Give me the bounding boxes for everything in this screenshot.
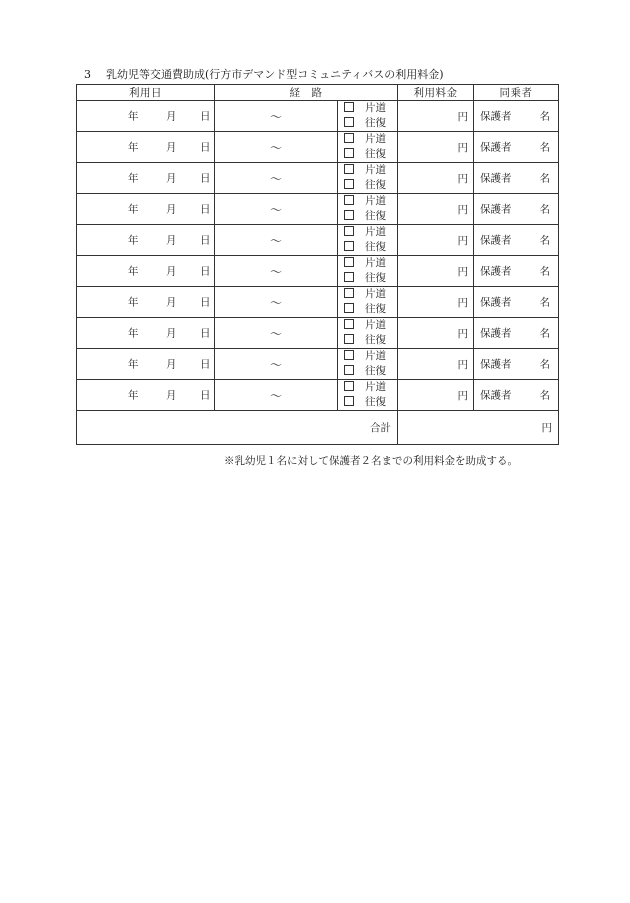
- date-field[interactable]: [77, 225, 215, 256]
- companion-unit: 名: [539, 203, 550, 216]
- one-way-label: 片道: [365, 319, 386, 331]
- table-row: [77, 318, 559, 349]
- day-label: 日: [200, 296, 211, 309]
- fee-unit: 円: [457, 110, 468, 123]
- route-tilde: 〜: [269, 140, 282, 155]
- fee-unit: 円: [457, 389, 468, 402]
- fee-field[interactable]: [398, 225, 474, 256]
- header-route: 経 路: [215, 85, 398, 101]
- date-field[interactable]: [77, 380, 215, 411]
- companion-label: 保護者: [480, 172, 512, 185]
- companion-field[interactable]: [474, 287, 559, 318]
- total-unit: 円: [541, 422, 552, 434]
- one-way-label: 片道: [365, 133, 386, 145]
- total-value-field[interactable]: [398, 411, 559, 445]
- round-trip-checkbox[interactable]: [344, 117, 354, 127]
- date-field[interactable]: [77, 318, 215, 349]
- round-trip-option[interactable]: [344, 178, 397, 193]
- fee-unit: 円: [457, 358, 468, 371]
- footnote: ※乳幼児１名に対して保護者２名までの利用料金を助成する。: [224, 455, 518, 467]
- round-trip-label: 往復: [365, 272, 386, 284]
- trip-type-cell: [338, 380, 398, 411]
- companion-label: 保護者: [480, 358, 512, 371]
- round-trip-option[interactable]: [344, 395, 397, 410]
- day-label: 日: [200, 265, 211, 278]
- one-way-option[interactable]: [344, 101, 397, 116]
- trip-type-cell: [338, 101, 398, 132]
- one-way-label: 片道: [365, 164, 386, 176]
- day-label: 日: [200, 234, 211, 247]
- companion-label: 保護者: [480, 203, 512, 216]
- companion-field[interactable]: [474, 318, 559, 349]
- companion-label: 保護者: [480, 327, 512, 340]
- route-field[interactable]: [215, 194, 338, 225]
- one-way-option[interactable]: [344, 380, 397, 395]
- round-trip-option[interactable]: [344, 364, 397, 379]
- date-field[interactable]: [77, 349, 215, 380]
- fee-unit: 円: [457, 327, 468, 340]
- companion-unit: 名: [539, 358, 550, 371]
- round-trip-checkbox[interactable]: [344, 365, 354, 375]
- one-way-checkbox[interactable]: [344, 257, 354, 267]
- month-label: 月: [166, 110, 177, 123]
- month-label: 月: [166, 327, 177, 340]
- fee-field[interactable]: [398, 349, 474, 380]
- route-tilde: 〜: [269, 109, 282, 124]
- one-way-option[interactable]: [344, 256, 397, 271]
- companion-field[interactable]: [474, 349, 559, 380]
- route-field[interactable]: [215, 163, 338, 194]
- companion-label: 保護者: [480, 389, 512, 402]
- companion-field[interactable]: [474, 256, 559, 287]
- trip-type-cell: [338, 225, 398, 256]
- month-label: 月: [166, 172, 177, 185]
- fee-unit: 円: [457, 296, 468, 309]
- one-way-label: 片道: [365, 288, 386, 300]
- round-trip-option[interactable]: [344, 240, 397, 255]
- round-trip-label: 往復: [365, 210, 386, 222]
- route-field[interactable]: [215, 287, 338, 318]
- fee-field[interactable]: [398, 287, 474, 318]
- date-field[interactable]: [77, 101, 215, 132]
- fee-field[interactable]: [398, 256, 474, 287]
- one-way-option[interactable]: [344, 287, 397, 302]
- round-trip-checkbox[interactable]: [344, 272, 354, 282]
- one-way-label: 片道: [365, 381, 386, 393]
- trip-type-cell: [338, 256, 398, 287]
- companion-field[interactable]: [474, 194, 559, 225]
- section-title-text: 乳幼児等交通費助成(行方市デマンド型コミュニティバスの利用料金): [106, 68, 444, 81]
- round-trip-label: 往復: [365, 303, 386, 315]
- fee-unit: 円: [457, 234, 468, 247]
- month-label: 月: [166, 358, 177, 371]
- round-trip-label: 往復: [365, 148, 386, 160]
- trip-type-cell: [338, 163, 398, 194]
- route-tilde: 〜: [269, 202, 282, 217]
- route-tilde: 〜: [269, 388, 282, 403]
- one-way-option[interactable]: [344, 349, 397, 364]
- month-label: 月: [166, 265, 177, 278]
- trip-type-cell: [338, 349, 398, 380]
- one-way-option[interactable]: [344, 318, 397, 333]
- companion-unit: 名: [539, 389, 550, 402]
- one-way-checkbox[interactable]: [344, 102, 354, 112]
- round-trip-checkbox[interactable]: [344, 303, 354, 313]
- date-field[interactable]: [77, 163, 215, 194]
- round-trip-label: 往復: [365, 396, 386, 408]
- year-label: 年: [128, 265, 139, 278]
- route-tilde: 〜: [269, 295, 282, 310]
- fee-field[interactable]: [398, 101, 474, 132]
- year-label: 年: [128, 172, 139, 185]
- one-way-option[interactable]: [344, 163, 397, 178]
- year-label: 年: [128, 110, 139, 123]
- one-way-label: 片道: [365, 195, 386, 207]
- round-trip-option[interactable]: [344, 147, 397, 162]
- round-trip-label: 往復: [365, 241, 386, 253]
- route-field[interactable]: [215, 132, 338, 163]
- date-field[interactable]: [77, 194, 215, 225]
- round-trip-option[interactable]: [344, 209, 397, 224]
- fee-unit: 円: [457, 141, 468, 154]
- month-label: 月: [166, 141, 177, 154]
- companion-unit: 名: [539, 141, 550, 154]
- day-label: 日: [200, 389, 211, 402]
- year-label: 年: [128, 327, 139, 340]
- companion-unit: 名: [539, 234, 550, 247]
- route-field[interactable]: [215, 101, 338, 132]
- one-way-checkbox[interactable]: [344, 226, 354, 236]
- route-field[interactable]: [215, 380, 338, 411]
- fee-unit: 円: [457, 203, 468, 216]
- route-tilde: 〜: [269, 233, 282, 248]
- companion-field[interactable]: [474, 132, 559, 163]
- date-field[interactable]: [77, 132, 215, 163]
- companion-label: 保護者: [480, 141, 512, 154]
- date-field[interactable]: [77, 256, 215, 287]
- year-label: 年: [128, 296, 139, 309]
- companion-label: 保護者: [480, 110, 512, 123]
- companion-unit: 名: [539, 110, 550, 123]
- one-way-checkbox[interactable]: [344, 195, 354, 205]
- month-label: 月: [166, 203, 177, 216]
- day-label: 日: [200, 141, 211, 154]
- date-field[interactable]: [77, 287, 215, 318]
- trip-type-cell: [338, 318, 398, 349]
- table-row: [77, 287, 559, 318]
- table-row: [77, 349, 559, 380]
- route-tilde: 〜: [269, 357, 282, 372]
- year-label: 年: [128, 203, 139, 216]
- route-field[interactable]: [215, 349, 338, 380]
- fee-field[interactable]: [398, 132, 474, 163]
- day-label: 日: [200, 327, 211, 340]
- section-number: 3: [84, 68, 91, 81]
- route-tilde: 〜: [269, 326, 282, 341]
- fee-field[interactable]: [398, 380, 474, 411]
- round-trip-label: 往復: [365, 117, 386, 129]
- companion-field[interactable]: [474, 101, 559, 132]
- table-row: [77, 101, 559, 132]
- day-label: 日: [200, 110, 211, 123]
- fee-field[interactable]: [398, 163, 474, 194]
- total-row: [77, 411, 559, 445]
- one-way-option[interactable]: [344, 132, 397, 147]
- table-row: [77, 163, 559, 194]
- companion-unit: 名: [539, 296, 550, 309]
- route-field[interactable]: [215, 318, 338, 349]
- one-way-checkbox[interactable]: [344, 350, 354, 360]
- fee-unit: 円: [457, 265, 468, 278]
- round-trip-label: 往復: [365, 334, 386, 346]
- one-way-checkbox[interactable]: [344, 319, 354, 329]
- month-label: 月: [166, 234, 177, 247]
- route-field[interactable]: [215, 256, 338, 287]
- round-trip-option[interactable]: [344, 271, 397, 286]
- companion-unit: 名: [539, 327, 550, 340]
- table-row: [77, 380, 559, 411]
- header-date: 利用日: [77, 85, 215, 101]
- companion-unit: 名: [539, 172, 550, 185]
- year-label: 年: [128, 234, 139, 247]
- fee-field[interactable]: [398, 194, 474, 225]
- one-way-option[interactable]: [344, 194, 397, 209]
- companion-field[interactable]: [474, 380, 559, 411]
- round-trip-checkbox[interactable]: [344, 241, 354, 251]
- day-label: 日: [200, 358, 211, 371]
- table-header-row: [77, 85, 559, 101]
- year-label: 年: [128, 389, 139, 402]
- one-way-label: 片道: [365, 102, 386, 114]
- companion-unit: 名: [539, 265, 550, 278]
- round-trip-checkbox[interactable]: [344, 148, 354, 158]
- trip-type-cell: [338, 287, 398, 318]
- fee-field[interactable]: [398, 318, 474, 349]
- year-label: 年: [128, 141, 139, 154]
- one-way-checkbox[interactable]: [344, 381, 354, 391]
- table-row: [77, 225, 559, 256]
- round-trip-option[interactable]: [344, 116, 397, 131]
- month-label: 月: [166, 389, 177, 402]
- route-tilde: 〜: [269, 171, 282, 186]
- day-label: 日: [200, 172, 211, 185]
- route-field[interactable]: [215, 225, 338, 256]
- one-way-option[interactable]: [344, 225, 397, 240]
- round-trip-checkbox[interactable]: [344, 210, 354, 220]
- table-row: [77, 132, 559, 163]
- companion-field[interactable]: [474, 163, 559, 194]
- one-way-checkbox[interactable]: [344, 164, 354, 174]
- fee-unit: 円: [457, 172, 468, 185]
- route-tilde: 〜: [269, 264, 282, 279]
- round-trip-checkbox[interactable]: [344, 334, 354, 344]
- round-trip-option[interactable]: [344, 333, 397, 348]
- subsidy-form-table: [76, 84, 559, 445]
- section-title: [84, 68, 443, 82]
- table-row: [77, 256, 559, 287]
- round-trip-checkbox[interactable]: [344, 396, 354, 406]
- round-trip-label: 往復: [365, 365, 386, 377]
- header-fee: 利用料金: [398, 85, 474, 101]
- one-way-label: 片道: [365, 226, 386, 238]
- companion-label: 保護者: [480, 265, 512, 278]
- one-way-label: 片道: [365, 350, 386, 362]
- round-trip-checkbox[interactable]: [344, 179, 354, 189]
- trip-type-cell: [338, 132, 398, 163]
- header-companion: 同乗者: [474, 85, 559, 101]
- companion-label: 保護者: [480, 296, 512, 309]
- companion-label: 保護者: [480, 234, 512, 247]
- table-row: [77, 194, 559, 225]
- one-way-label: 片道: [365, 257, 386, 269]
- round-trip-option[interactable]: [344, 302, 397, 317]
- trip-type-cell: [338, 194, 398, 225]
- day-label: 日: [200, 203, 211, 216]
- year-label: 年: [128, 358, 139, 371]
- one-way-checkbox[interactable]: [344, 133, 354, 143]
- one-way-checkbox[interactable]: [344, 288, 354, 298]
- month-label: 月: [166, 296, 177, 309]
- companion-field[interactable]: [474, 225, 559, 256]
- round-trip-label: 往復: [365, 179, 386, 191]
- total-label: 合計: [77, 411, 398, 445]
